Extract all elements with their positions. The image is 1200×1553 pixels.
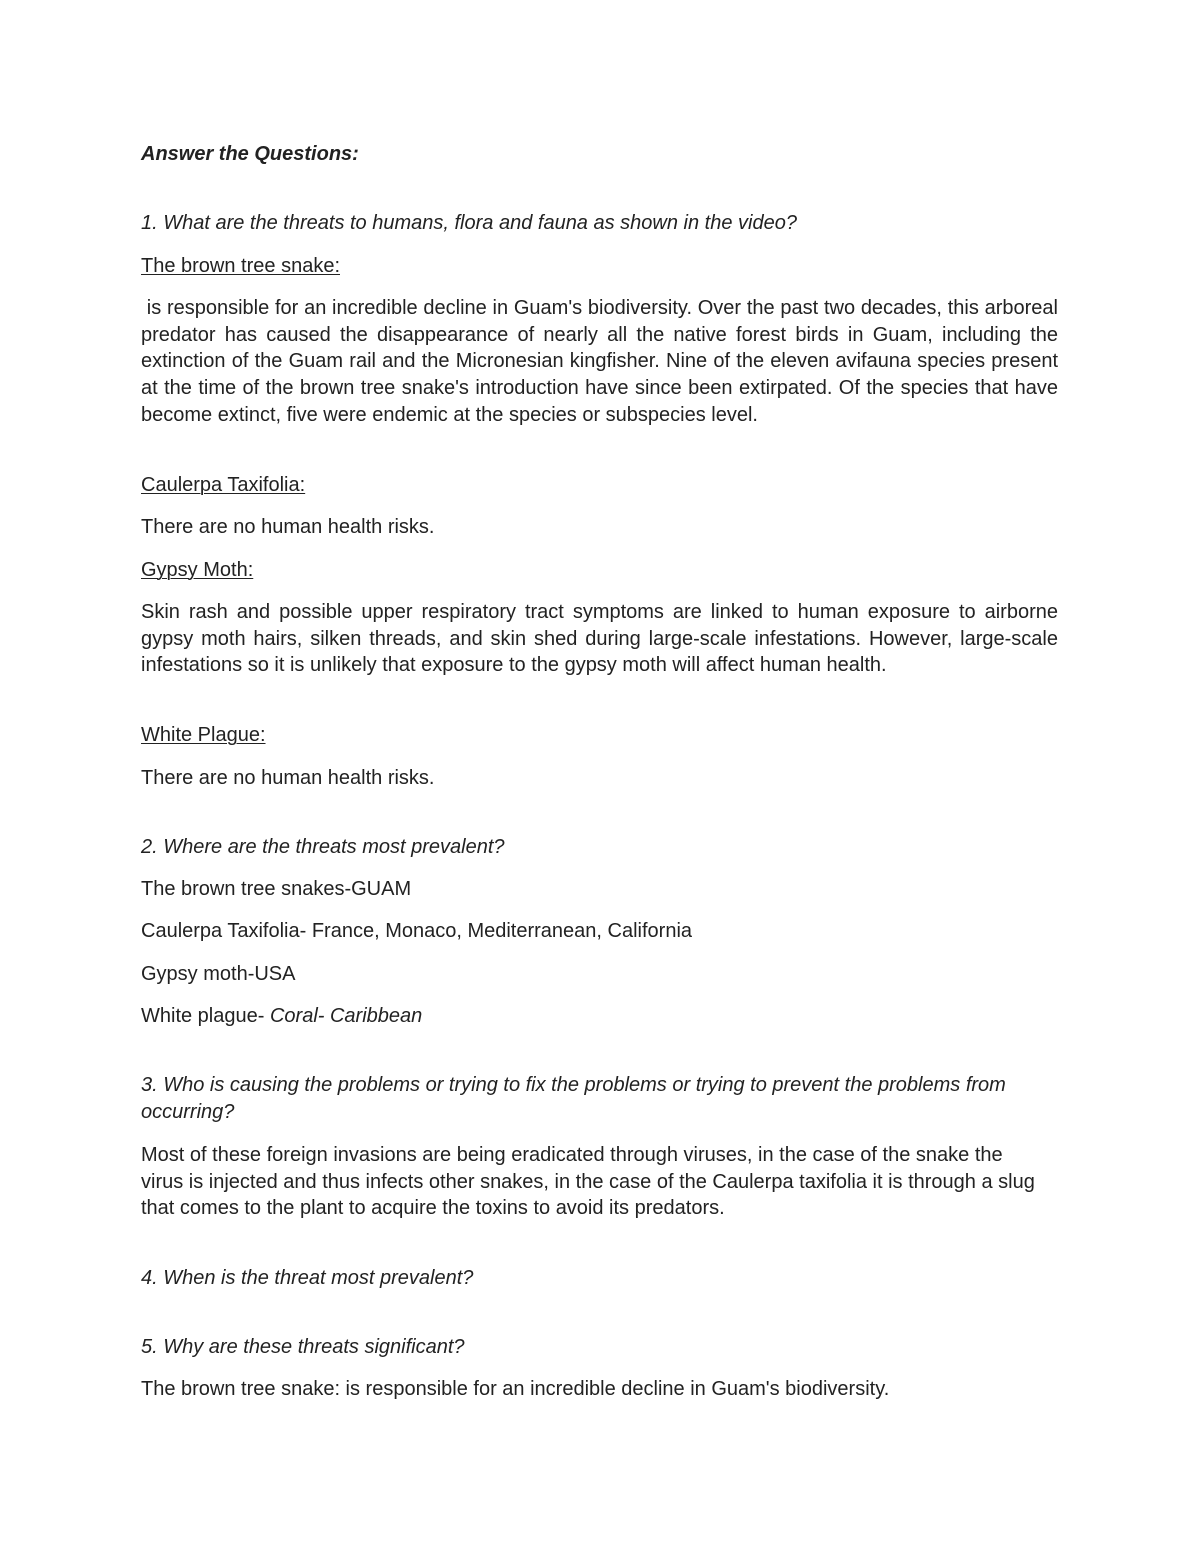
question-2: 2. Where are the threats most prevalent?: [141, 836, 505, 858]
location-snake: The brown tree snakes-GUAM: [141, 878, 412, 900]
document-page: [141, 0, 1064, 1553]
caulerpa-heading: [141, 472, 1058, 499]
question-3: 3. Who is causing the problems or trying to fix the problems or trying to prevent the problems from occurring?: [141, 1074, 1006, 1123]
location-plague-prefix: White plague-: [141, 1005, 270, 1027]
plague-paragraph: There are no human health risks.: [141, 767, 435, 789]
caulerpa-heading-text: Caulerpa Taxifolia:: [141, 474, 306, 496]
moth-heading-text: Gypsy Moth:: [141, 559, 254, 581]
plague-heading-text: White Plague:: [141, 724, 266, 746]
location-moth: Gypsy moth-USA: [141, 963, 296, 985]
plague-heading: [141, 722, 1058, 749]
question-5: 5. Why are these threats significant?: [141, 1336, 465, 1358]
question-1: 1. What are the threats to humans, flora and fauna as shown in the video?: [141, 212, 797, 234]
question-4: 4. When is the threat most prevalent?: [141, 1267, 474, 1289]
location-plague-region: Coral- Caribbean: [269, 1005, 423, 1027]
answer-5: The brown tree snake: is responsible for an incredible decline in Guam's biodiversity.: [141, 1378, 890, 1400]
snake-paragraph: is responsible for an incredible decline in Guam's biodiversity. Over the past two decades, this arboreal predator has caused the disappearance of nearly all the native forest birds in Guam, including the extinction of the Guam rail and the Micronesian kingfisher. Nine of the eleven avifauna species present at the time of the brown tree snake's introduction have since been extirpated. Of the species that have become extinct, five were endemic at the species or subspecies level.: [141, 297, 1064, 426]
caulerpa-paragraph: There are no human health risks.: [141, 516, 435, 538]
moth-paragraph: Skin rash and possible upper respiratory tract symptoms are linked to human exposure to airborne gypsy moth hairs, silken threads, and skin shed during large-scale infestations. However, large-scale infestations so it is unlikely that exposure to the gypsy moth will affect human health.: [141, 601, 1058, 677]
location-caulerpa: Caulerpa Taxifolia- France, Monaco, Mediterranean, California: [141, 920, 693, 942]
document-title: Answer the Questions:: [141, 143, 359, 165]
moth-heading: [141, 557, 1058, 584]
location-plague: [141, 1003, 1058, 1030]
snake-heading-text: The brown tree snake:: [141, 255, 340, 277]
snake-heading: [141, 253, 1058, 280]
answer-3: Most of these foreign invasions are being eradicated through viruses, in the case of the snake the virus is injected and thus infects other snakes, in the case of the Caulerpa taxifolia it is through a slug that comes to the plant to acquire the toxins to avoid its predators.: [141, 1144, 1035, 1220]
